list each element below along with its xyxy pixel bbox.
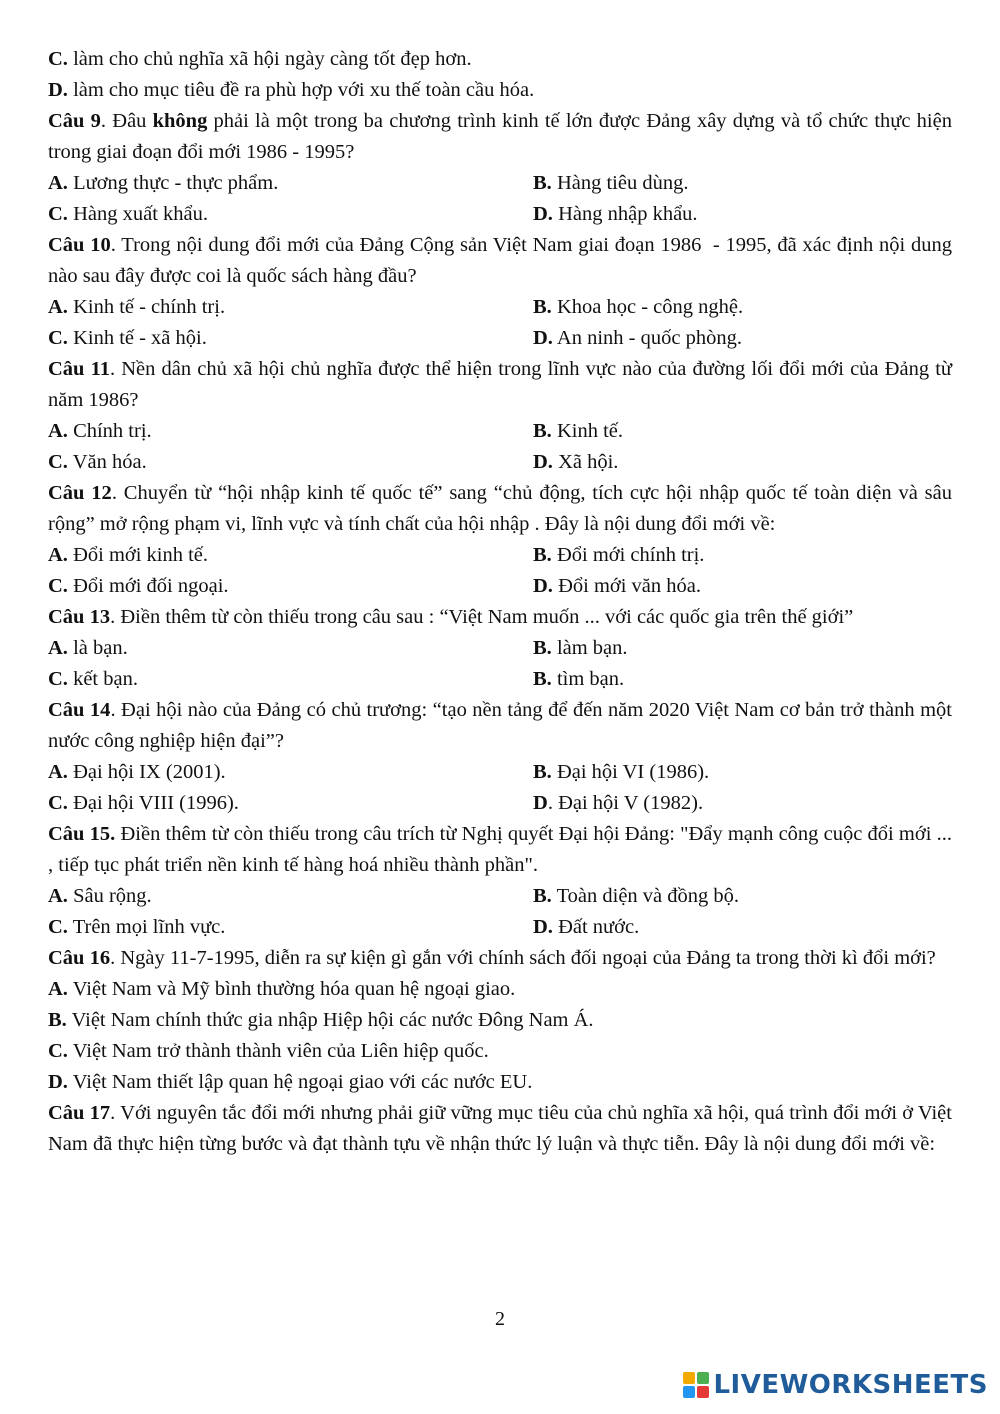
answer-option: A. Việt Nam và Mỹ bình thường hóa quan hệ ngoại giao. <box>48 978 516 1000</box>
question-list <box>48 44 952 1160</box>
answer-option: C. Kinh tế - xã hội. <box>48 327 207 349</box>
answer-option: A. Đổi mới kinh tế. <box>48 544 209 566</box>
answer-option: A. Chính trị. <box>48 420 152 442</box>
liveworksheets-logo[interactable] <box>683 1370 988 1400</box>
answer-row <box>48 633 952 664</box>
answer-option: B. Đổi mới chính trị. <box>533 544 705 566</box>
question-text: Câu 11. Nền dân chủ xã hội chủ nghĩa được thể hiện trong lĩnh vực nào của đường lối đổi mới của Đảng từ năm 1986? <box>48 358 953 411</box>
answer-option: D. làm cho mục tiêu đề ra phù hợp với xu thế toàn cầu hóa. <box>48 79 535 101</box>
answer-option: C. kết bạn. <box>48 668 138 690</box>
question-text: Câu 17. Với nguyên tắc đổi mới nhưng phải giữ vững mục tiêu của chủ nghĩa xã hội, quá trình đổi mới ở Việt Nam đã thực hiện từng bước và đạt thành tựu về nhận thức lý luận và thực tiễn. Đây là nội dung đổi mới về: <box>48 1102 952 1155</box>
answer-row <box>48 788 952 819</box>
answer-option: C. Trên mọi lĩnh vực. <box>48 916 226 938</box>
question-text: Câu 16. Ngày 11-7-1995, diễn ra sự kiện gì gắn với chính sách đối ngoại của Đảng ta trong thời kì đổi mới? <box>48 947 936 969</box>
answer-row <box>48 664 952 695</box>
answer-option: A. Đại hội IX (2001). <box>48 761 226 783</box>
answer-option: D. Đại hội V (1982). <box>533 792 704 814</box>
answer-option: B. Toàn diện và đồng bộ. <box>533 885 740 907</box>
answer-option: B. Khoa học - công nghệ. <box>533 296 744 318</box>
answer-option: A. Kinh tế - chính trị. <box>48 296 226 318</box>
answer-row <box>48 757 952 788</box>
question-text: Câu 14. Đại hội nào của Đảng có chủ trương: “tạo nền tảng để đến năm 2020 Việt Nam cơ bản trở thành một nước công nghiệp hiện đại”? <box>48 699 952 752</box>
answer-row <box>48 881 952 912</box>
answer-row <box>48 416 952 447</box>
answer-option: A. Sâu rộng. <box>48 885 152 907</box>
answer-option: C. Đổi mới đối ngoại. <box>48 575 229 597</box>
answer-option: D. Việt Nam thiết lập quan hệ ngoại giao với các nước EU. <box>48 1071 533 1093</box>
answer-row <box>48 292 952 323</box>
answer-row <box>48 323 952 354</box>
answer-option: B. Hàng tiêu dùng. <box>533 172 689 194</box>
answer-option: C. Việt Nam trở thành thành viên của Liên hiệp quốc. <box>48 1040 489 1062</box>
page-number: 2 <box>495 1308 505 1330</box>
answer-option: D. An ninh - quốc phòng. <box>533 327 742 349</box>
answer-option: B. Kinh tế. <box>533 420 623 442</box>
question-text: Câu 15. Điền thêm từ còn thiếu trong câu trích từ Nghị quyết Đại hội Đảng: "Đẩy mạnh công cuộc đổi mới ... , tiếp tục phát triển nền kinh tế hàng hoá nhiều thành phần". <box>48 823 952 876</box>
answer-row <box>48 571 952 602</box>
logo-square <box>683 1372 695 1384</box>
answer-option: D. Hàng nhập khẩu. <box>533 203 698 225</box>
answer-row <box>48 168 952 199</box>
logo-square <box>697 1372 709 1384</box>
answer-option: A. là bạn. <box>48 637 128 659</box>
answer-option: D. Đất nước. <box>533 916 640 938</box>
answer-option: C. Văn hóa. <box>48 451 147 473</box>
logo-text: LIVEWORKSHEETS <box>713 1370 988 1400</box>
logo-grid-icon <box>683 1372 709 1398</box>
answer-option: C. Hàng xuất khẩu. <box>48 203 208 225</box>
answer-option: C. Đại hội VIII (1996). <box>48 792 239 814</box>
answer-option: B. Đại hội VI (1986). <box>533 761 710 783</box>
question-text: Câu 12. Chuyển từ “hội nhập kinh tế quốc tế” sang “chủ động, tích cực hội nhập quốc tế toàn diện và sâu rộng” mở rộng phạm vi, lĩnh vực và tính chất của hội nhập . Đây là nội dung đổi mới về: <box>48 482 952 535</box>
logo-square <box>697 1386 709 1398</box>
answer-row <box>48 912 952 943</box>
answer-row <box>48 199 952 230</box>
question-text: Câu 9. Đâu không phải là một trong ba chương trình kinh tế lớn được Đảng xây dựng và tổ chức thực hiện trong giai đoạn đổi mới 1986 - 1995? <box>48 110 952 163</box>
answer-option: C. làm cho chủ nghĩa xã hội ngày càng tốt đẹp hơn. <box>48 48 472 70</box>
answer-option: D. Xã hội. <box>533 451 619 473</box>
question-text: Câu 10. Trong nội dung đổi mới của Đảng Cộng sản Việt Nam giai đoạn 1986 - 1995, đã xác định nội dung nào sau đây được coi là quốc sách hàng đầu? <box>48 234 952 287</box>
answer-option: B. làm bạn. <box>533 637 628 659</box>
answer-option: D. Đổi mới văn hóa. <box>533 575 701 597</box>
answer-row <box>48 447 952 478</box>
answer-row <box>48 540 952 571</box>
logo-square <box>683 1386 695 1398</box>
answer-option: B. tìm bạn. <box>533 668 625 690</box>
answer-option: B. Việt Nam chính thức gia nhập Hiệp hội các nước Đông Nam Á. <box>48 1009 594 1031</box>
answer-option: A. Lương thực - thực phẩm. <box>48 172 279 194</box>
question-text: Câu 13. Điền thêm từ còn thiếu trong câu sau : “Việt Nam muốn ... với các quốc gia trên thế giới” <box>48 606 854 628</box>
